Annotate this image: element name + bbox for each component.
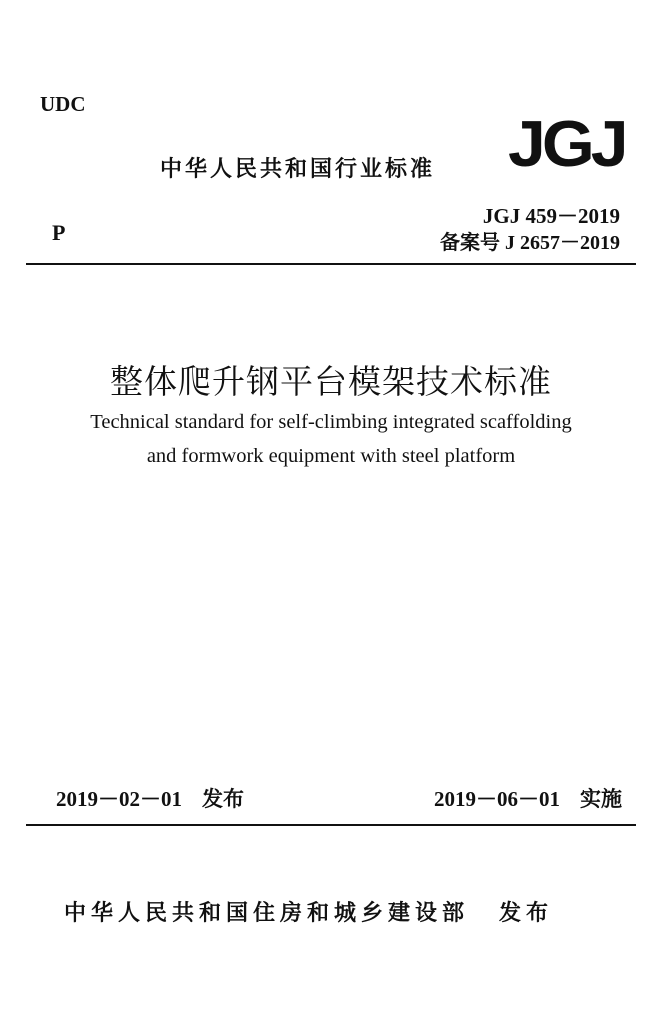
effective-date: 2019－06－01 <box>434 787 560 811</box>
effective-date-block <box>434 783 622 813</box>
record-number: 备案号 J 2657－2019 <box>440 232 620 254</box>
issuer-block <box>64 896 553 927</box>
standard-code: JGJ 459－2019 <box>482 204 620 228</box>
issue-date-block <box>56 783 244 813</box>
issuer-publish-label: 发布 <box>499 901 554 926</box>
title-english-line-2: and formwork equipment with steel platform <box>146 445 516 467</box>
udc-label: UDC <box>40 92 86 116</box>
industry-standard-heading: 中华人民共和国行业标准 <box>160 157 436 182</box>
top-divider <box>26 263 636 265</box>
jgj-logo: JGJ <box>508 107 625 181</box>
title-chinese: 整体爬升钢平台模架技术标准 <box>110 362 552 401</box>
issuer-name: 中华人民共和国住房和城乡建设部 <box>64 901 470 926</box>
title-english-line-1: Technical standard for self-climbing integrated scaffolding <box>90 411 572 433</box>
issue-label: 发布 <box>202 787 244 811</box>
bottom-divider <box>26 824 636 826</box>
category-code: P <box>52 220 66 245</box>
issue-date: 2019－02－01 <box>56 787 182 811</box>
effective-label: 实施 <box>580 787 622 811</box>
